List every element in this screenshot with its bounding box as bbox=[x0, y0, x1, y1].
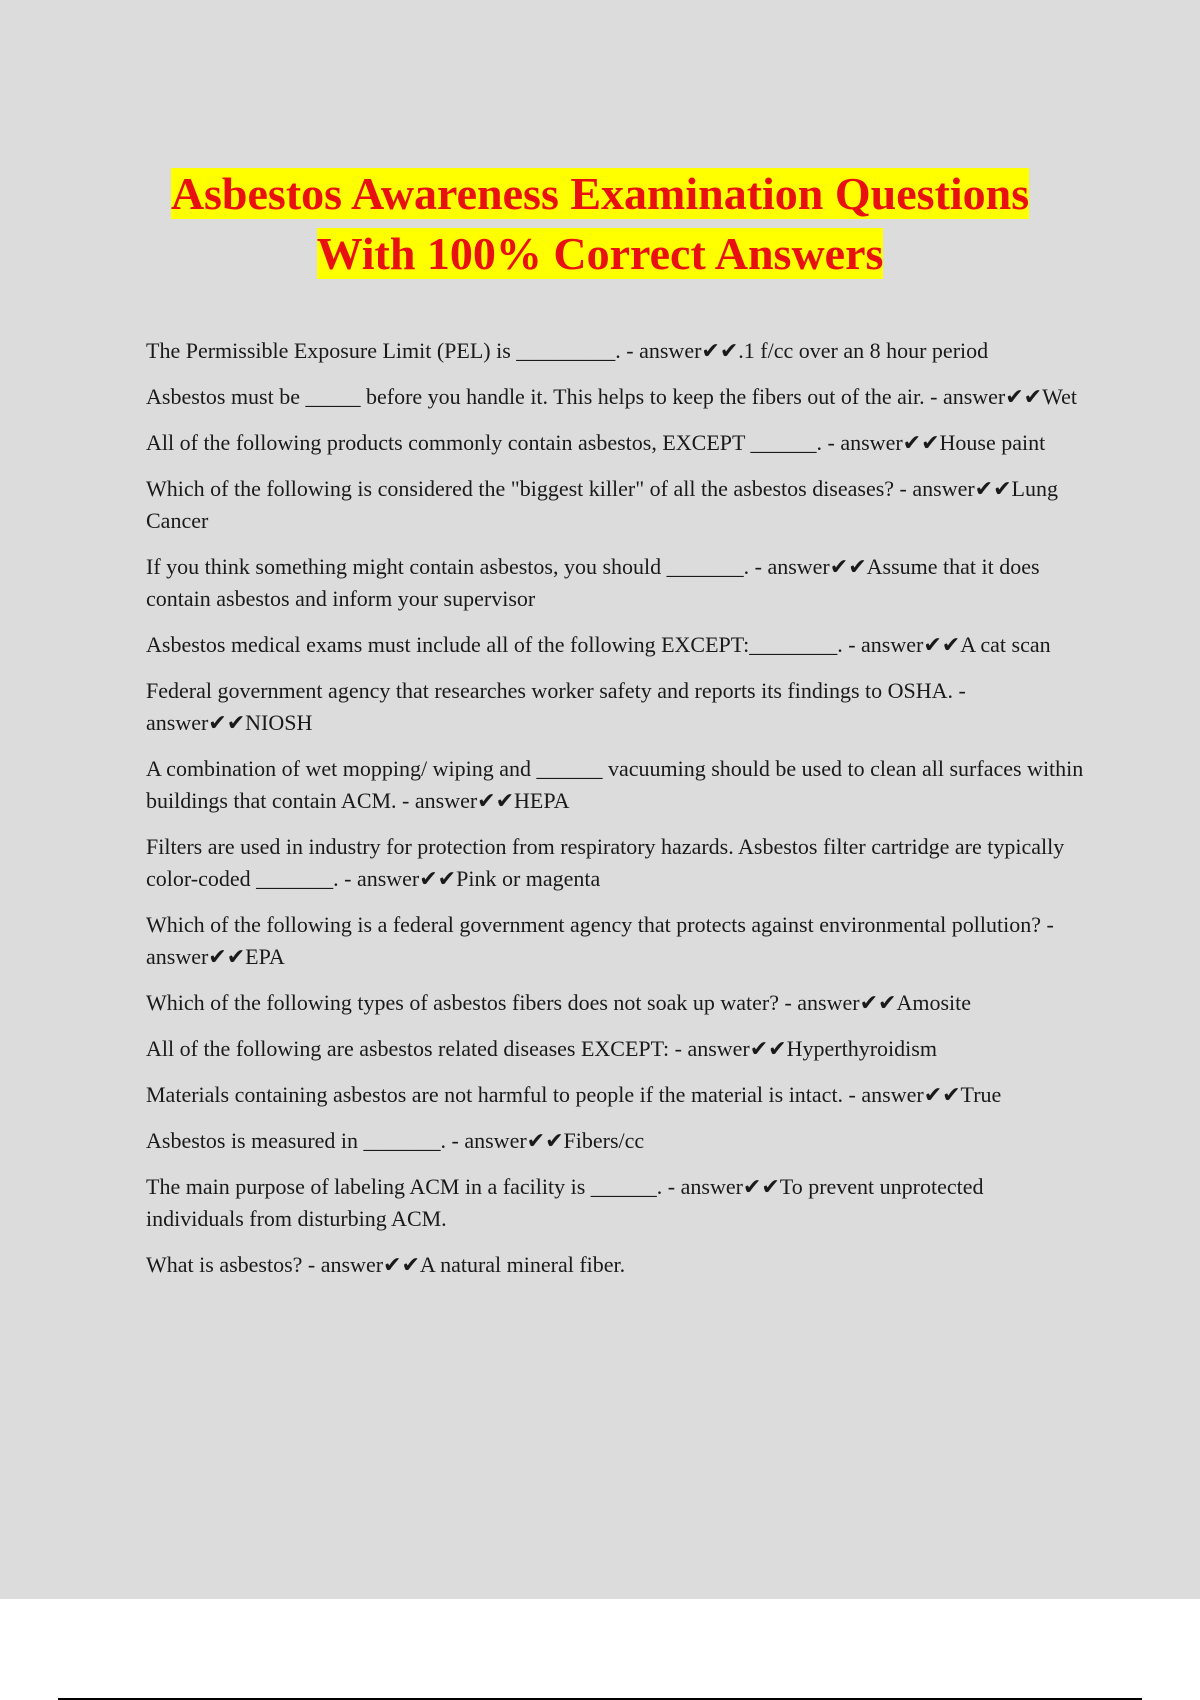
qa-item-12: All of the following are asbestos related diseases EXCEPT: - answer✔✔Hyperthyroidism bbox=[146, 1036, 937, 1061]
qa-item-7: Federal government agency that researches worker safety and reports its findings to OSHA. - answer✔✔NIOSH bbox=[146, 678, 966, 735]
title-line-1: Asbestos Awareness Examination Questions bbox=[170, 168, 1030, 219]
qa-item-4: Which of the following is considered the "biggest killer" of all the asbestos diseases? - answer✔✔Lung Cancer bbox=[146, 476, 1058, 533]
qa-item-10: Which of the following is a federal government agency that protects against environmental pollution? - answer✔✔EPA bbox=[146, 912, 1054, 969]
qa-item-11: Which of the following types of asbestos fibers does not soak up water? - answer✔✔Amosite bbox=[146, 990, 972, 1015]
title-line-2: With 100% Correct Answers bbox=[316, 228, 884, 279]
question-answer-list bbox=[146, 335, 1086, 1295]
qa-item-1: The Permissible Exposure Limit (PEL) is _________. - answer✔✔.1 f/cc over an 8 hour period bbox=[146, 338, 989, 363]
qa-item-8: A combination of wet mopping/ wiping and ______ vacuuming should be used to clean all surfaces within buildings that contain ACM. - answer✔✔HEPA bbox=[146, 756, 1084, 813]
qa-item-5: If you think something might contain asbestos, you should _______. - answer✔✔Assume that it does contain asbestos and inform your supervisor bbox=[146, 554, 1040, 611]
qa-item-3: All of the following products commonly contain asbestos, EXCEPT ______. - answer✔✔House paint bbox=[146, 430, 1046, 455]
qa-item-15: The main purpose of labeling ACM in a facility is ______. - answer✔✔To prevent unprotected individuals from disturbing ACM. bbox=[146, 1174, 984, 1231]
qa-item-13: Materials containing asbestos are not harmful to people if the material is intact. - answer✔✔True bbox=[146, 1082, 1002, 1107]
qa-item-16: What is asbestos? - answer✔✔A natural mineral fiber. bbox=[146, 1252, 626, 1277]
qa-item-14: Asbestos is measured in _______. - answer✔✔Fibers/cc bbox=[146, 1128, 645, 1153]
qa-item-9: Filters are used in industry for protection from respiratory hazards. Asbestos filter cartridge are typically color-coded _______. - answer✔✔Pink or magenta bbox=[146, 834, 1065, 891]
qa-item-6: Asbestos medical exams must include all of the following EXCEPT:________. - answer✔✔A cat scan bbox=[146, 632, 1051, 657]
document-title bbox=[0, 164, 1200, 284]
qa-item-2: Asbestos must be _____ before you handle it. This helps to keep the fibers out of the air. - answer✔✔Wet bbox=[146, 384, 1077, 409]
